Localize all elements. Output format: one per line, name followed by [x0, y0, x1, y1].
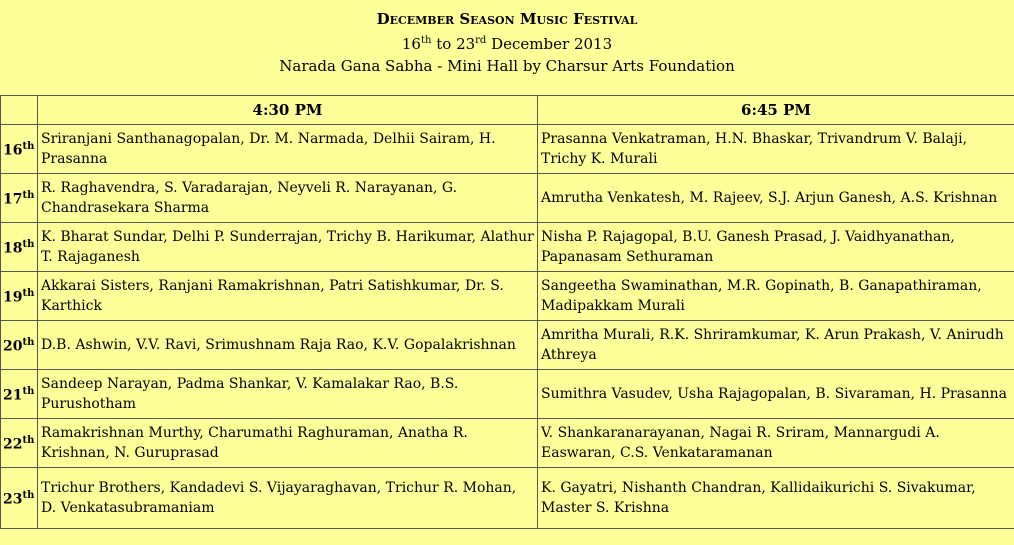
slot-1-cell: Akkarai Sisters, Ranjani Ramakrishnan, Patri Satishkumar, Dr. S. Karthick: [38, 272, 538, 321]
day-cell: [1, 419, 38, 468]
slot-2-cell: Prasanna Venkatraman, H.N. Bhaskar, Trivandrum V. Balaji, Trichy K. Murali: [538, 125, 1014, 174]
table-header-row: [1, 96, 1014, 125]
table-row: [1, 370, 1014, 419]
day-cell: [1, 125, 38, 174]
date-to-day: 23: [456, 35, 476, 53]
table-row: [1, 174, 1014, 223]
table-row: [1, 272, 1014, 321]
day-number: 23: [3, 491, 23, 508]
table-row: [1, 223, 1014, 272]
day-suffix: th: [22, 490, 35, 502]
day-number: 19: [3, 289, 23, 306]
day-cell: [1, 223, 38, 272]
slot-1-cell: Sriranjani Santhanagopalan, Dr. M. Narmada, Delhii Sairam, H. Prasanna: [38, 125, 538, 174]
day-number: 17: [3, 191, 23, 208]
slot-1-cell: K. Bharat Sundar, Delhi P. Sunderrajan, Trichy B. Harikumar, Alathur T. Rajaganesh: [38, 223, 538, 272]
table-row: [1, 125, 1014, 174]
header-day: [1, 96, 38, 125]
slot-1-cell: Sandeep Narayan, Padma Shankar, V. Kamalakar Rao, B.S. Purushotham: [38, 370, 538, 419]
day-number: 22: [3, 436, 23, 453]
header-slot-1: 4:30 PM: [38, 96, 538, 125]
date-to-suffix: rd: [475, 35, 487, 46]
header-slot-2: 6:45 PM: [538, 96, 1014, 125]
slot-1-cell: R. Raghavendra, S. Varadarajan, Neyveli R. Narayanan, G. Chandrasekara Sharma: [38, 174, 538, 223]
day-suffix: th: [22, 435, 35, 447]
day-suffix: th: [22, 337, 35, 349]
day-suffix: th: [22, 386, 35, 398]
day-cell: [1, 174, 38, 223]
day-number: 20: [3, 338, 23, 355]
day-suffix: th: [22, 239, 35, 251]
table-row: [1, 468, 1014, 529]
slot-1-cell: Ramakrishnan Murthy, Charumathi Raghuraman, Anatha R. Krishnan, N. Guruprasad: [38, 419, 538, 468]
date-from-suffix: th: [420, 35, 432, 46]
date-to-word: to: [436, 35, 452, 53]
day-cell: [1, 321, 38, 370]
day-number: 16: [3, 142, 23, 159]
day-number: 21: [3, 387, 23, 404]
slot-1-cell: D.B. Ashwin, V.V. Ravi, Srimushnam Raja Rao, K.V. Gopalakrishnan: [38, 321, 538, 370]
date-month-year: December 2013: [491, 35, 613, 53]
venue-line: Narada Gana Sabha - Mini Hall by Charsur Arts Foundation: [279, 57, 735, 75]
schedule-table: [0, 95, 1014, 529]
day-cell: [1, 468, 38, 529]
slot-2-cell: K. Gayatri, Nishanth Chandran, Kallidaikurichi S. Sivakumar, Master S. Krishna: [538, 468, 1014, 529]
slot-2-cell: Amritha Murali, R.K. Shriramkumar, K. Arun Prakash, V. Anirudh Athreya: [538, 321, 1014, 370]
table-row: [1, 321, 1014, 370]
slot-2-cell: Sangeetha Swaminathan, M.R. Gopinath, B. Ganapathiraman, Madipakkam Murali: [538, 272, 1014, 321]
day-number: 18: [3, 240, 23, 257]
day-suffix: th: [22, 288, 35, 300]
slot-2-cell: Sumithra Vasudev, Usha Rajagopalan, B. Sivaraman, H. Prasanna: [538, 370, 1014, 419]
festival-dates: [0, 30, 1014, 55]
page-title: December Season Music Festival: [376, 10, 638, 28]
day-suffix: th: [22, 141, 35, 153]
slot-2-cell: Amrutha Venkatesh, M. Rajeev, S.J. Arjun Ganesh, A.S. Krishnan: [538, 174, 1014, 223]
day-suffix: th: [22, 190, 35, 202]
slot-2-cell: V. Shankaranarayanan, Nagai R. Sriram, Mannargudi A. Easwaran, C.S. Venkataramanan: [538, 419, 1014, 468]
day-cell: [1, 272, 38, 321]
date-from-day: 16: [401, 35, 421, 53]
slot-1-cell: Trichur Brothers, Kandadevi S. Vijayaraghavan, Trichur R. Mohan, D. Venkatasubramaniam: [38, 468, 538, 529]
day-cell: [1, 370, 38, 419]
table-row: [1, 419, 1014, 468]
page-header: [0, 0, 1014, 77]
slot-2-cell: Nisha P. Rajagopal, B.U. Ganesh Prasad, J. Vaidhyanathan, Papanasam Sethuraman: [538, 223, 1014, 272]
